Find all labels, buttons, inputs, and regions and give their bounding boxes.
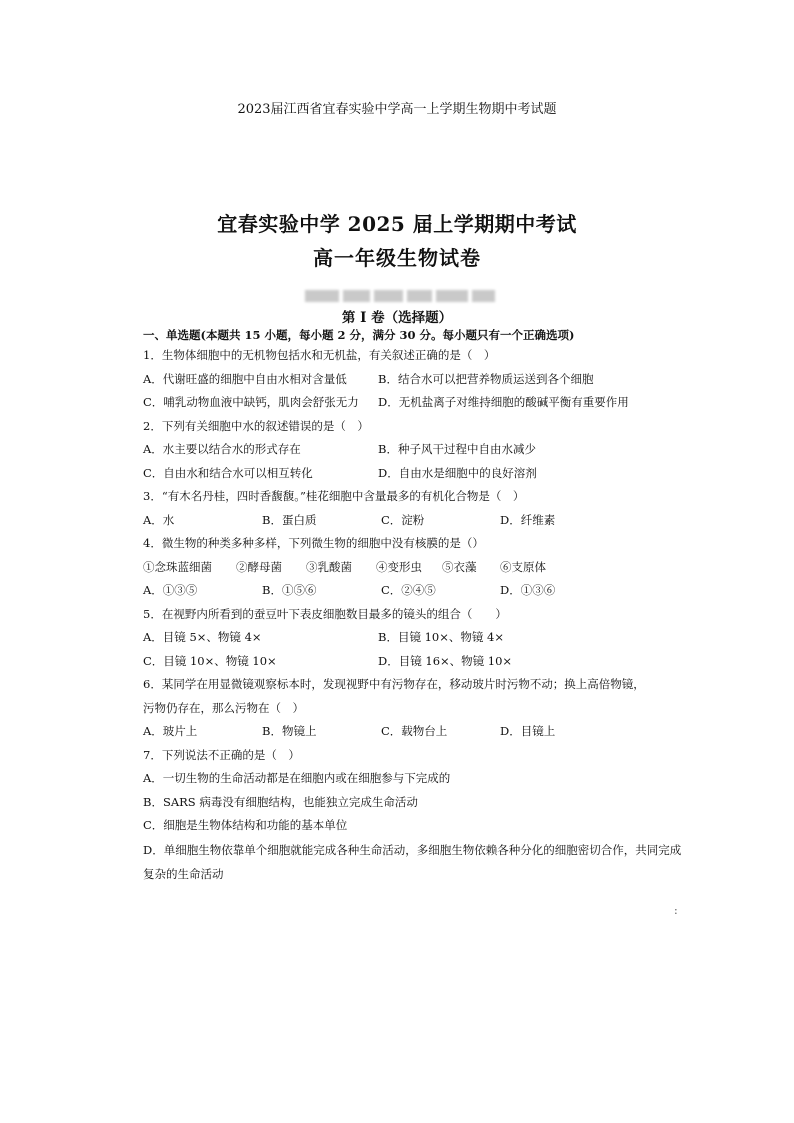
question-stem: 4．微生物的种类多种多样，下列微生物的细胞中没有核膜的是（）	[143, 536, 484, 550]
option-a[interactable]: A．水	[143, 512, 175, 527]
option-a[interactable]: A．水主要以结合水的形式存在	[143, 442, 301, 456]
blurred-info-strip	[305, 290, 495, 302]
option-row	[143, 509, 683, 533]
option-b[interactable]: B．①⑤⑥	[262, 583, 317, 597]
edge-mark: :	[674, 904, 678, 917]
question-stem-continued: 污物仍存在，那么污物在（ ）	[143, 700, 304, 715]
option-row	[143, 720, 683, 744]
option-row	[143, 391, 683, 415]
option-row	[143, 626, 683, 650]
option-row	[143, 368, 683, 392]
option-d[interactable]: D．纤维素	[500, 512, 556, 527]
organism-item: ②酵母菌	[236, 559, 282, 574]
document-header: 2023届江西省宜春实验中学高一上学期生物期中考试题	[237, 102, 557, 117]
option-d[interactable]: D．目镜 16×、物镜 10×	[378, 653, 513, 668]
option-row	[143, 438, 683, 462]
option-c[interactable]: C．淀粉	[381, 512, 425, 527]
organism-list	[143, 556, 683, 580]
organism-item: ④变形虫	[376, 559, 422, 574]
option-d[interactable]: D．①③⑥	[500, 583, 556, 597]
option-c[interactable]: C．细胞是生物体结构和功能的基本单位	[143, 818, 348, 832]
question-stem: 5．在视野内所看到的蚕豆叶下表皮细胞数目最多的镜头的组合（ ）	[143, 606, 507, 621]
option-a[interactable]: A．①③⑤	[143, 583, 198, 597]
option-c[interactable]: C．②④⑤	[381, 583, 436, 597]
option-row	[143, 462, 683, 486]
option-d[interactable]: D．单细胞生物依靠单个细胞就能完成各种生命活动，多细胞生物依赖各种分化的细胞密切合作，共同完成复杂的生命活动	[143, 842, 682, 881]
option-row	[143, 579, 683, 603]
question-stem: 6．某同学在用显微镜观察标本时，发现视野中有污物存在，移动玻片时污物不动；换上高倍物镜，	[143, 677, 645, 691]
question-stem: 2．下列有关细胞中水的叙述错误的是（ ）	[143, 418, 369, 433]
option-c[interactable]: C．自由水和结合水可以相互转化	[143, 465, 313, 480]
question-stem: 3．“有木名丹桂，四时香馥馥。”桂花细胞中含量最多的有机化合物是（ ）	[143, 489, 525, 503]
option-a[interactable]: A．代谢旺盛的细胞中自由水相对含量低	[143, 371, 347, 386]
option-c[interactable]: C．哺乳动物血液中缺钙，肌肉会舒张无力	[143, 395, 359, 409]
organism-item: ①念珠蓝细菌	[143, 559, 212, 574]
section-instructions: 一、单选题(本题共 15 小题，每小题 2 分，满分 30 分。每小题只有一个正确选项)	[143, 328, 575, 342]
question-stem: 1．生物体细胞中的无机物包括水和无机盐，有关叙述正确的是（ ）	[143, 348, 496, 362]
option-d[interactable]: D．目镜上	[500, 724, 556, 738]
option-b[interactable]: B．蛋白质	[262, 512, 317, 527]
option-b[interactable]: B．种子风干过程中自由水减少	[378, 442, 536, 456]
question-stem: 7．下列说法不正确的是（ ）	[143, 747, 300, 762]
option-b[interactable]: B．物镜上	[262, 724, 317, 738]
option-b[interactable]: B．SARS 病毒没有细胞结构，也能独立完成生命活动	[143, 794, 418, 809]
option-a[interactable]: A．玻片上	[143, 724, 198, 738]
option-a[interactable]: A．一切生物的生命活动都是在细胞内或在细胞参与下完成的	[143, 771, 451, 785]
exam-title: 宜春实验中学 2025 届上学期期中考试	[217, 212, 577, 236]
organism-item: ③乳酸菌	[306, 559, 352, 574]
option-b[interactable]: B．目镜 10×、物镜 4×	[378, 630, 504, 644]
option-c[interactable]: C．载物台上	[381, 724, 448, 738]
organism-item: ⑤衣藻	[442, 559, 477, 574]
organism-item: ⑥支原体	[500, 559, 546, 574]
question-list	[143, 326, 683, 886]
section-title: 第 I 卷（选择题）	[341, 310, 453, 326]
option-row	[143, 650, 683, 674]
option-d[interactable]: D．无机盐离子对维持细胞的酸碱平衡有重要作用	[378, 395, 629, 409]
option-b[interactable]: B．结合水可以把营养物质运送到各个细胞	[378, 371, 594, 386]
option-a[interactable]: A．目镜 5×、物镜 4×	[143, 630, 262, 644]
option-d[interactable]: D．自由水是细胞中的良好溶剂	[378, 465, 537, 480]
exam-subtitle: 高一年级生物试卷	[313, 246, 481, 270]
option-c[interactable]: C．目镜 10×、物镜 10×	[143, 653, 277, 668]
